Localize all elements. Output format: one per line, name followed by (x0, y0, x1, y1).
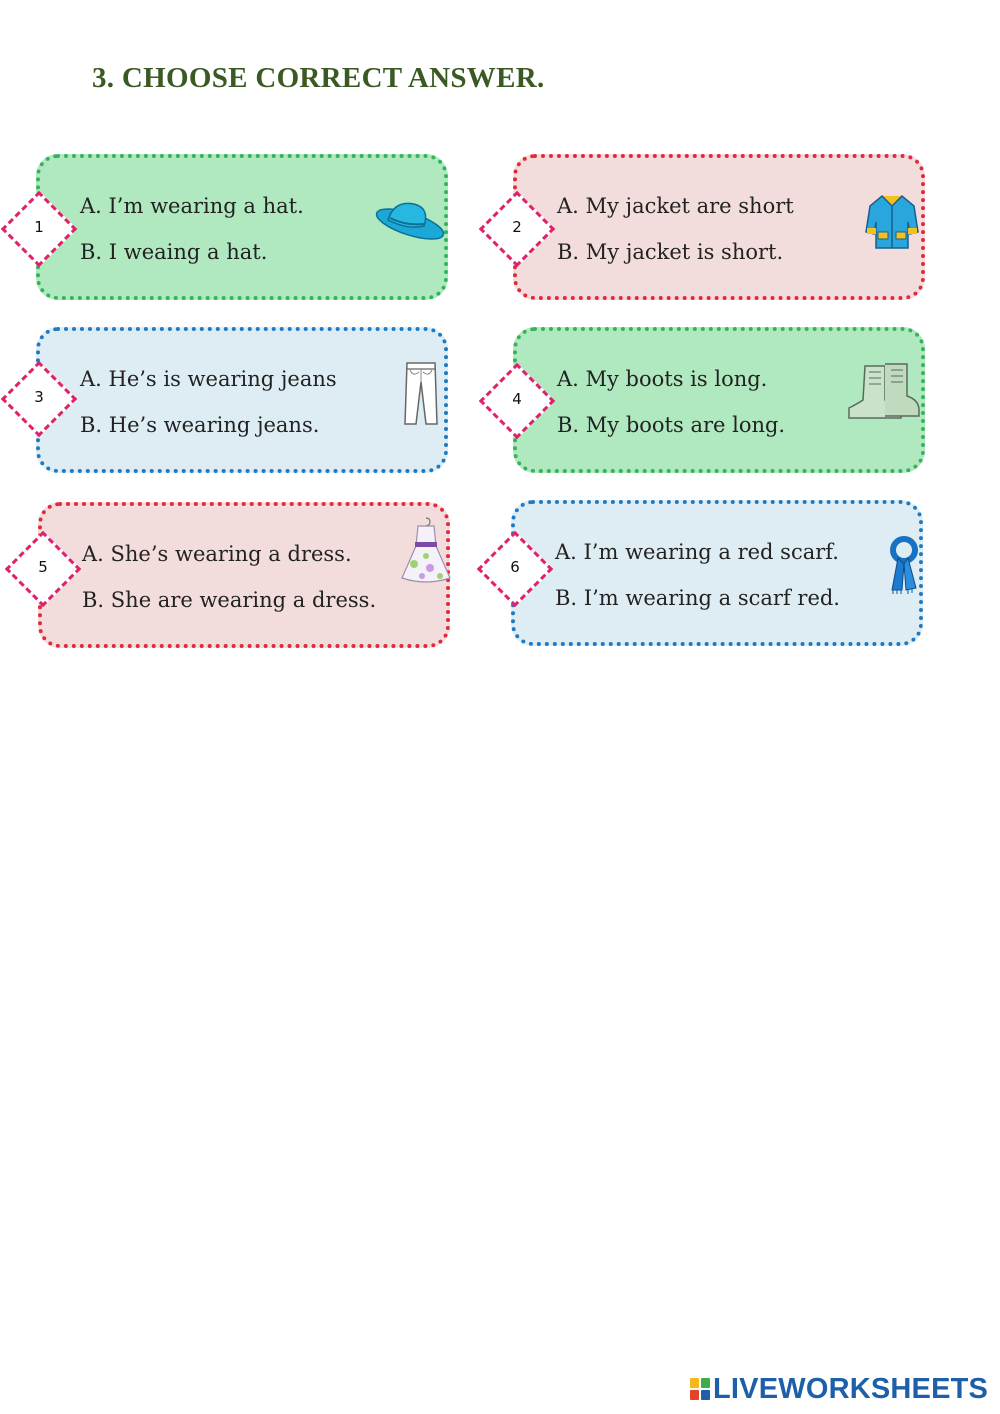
liveworksheets-logo[interactable] (690, 1374, 988, 1404)
option-b[interactable]: B. He’s wearing jeans. (80, 413, 320, 437)
option-b[interactable]: B. I weaing a hat. (80, 240, 268, 264)
brand-name: LIVEWORKSHEETS (713, 1372, 989, 1405)
option-a[interactable]: A. My jacket are short (557, 194, 794, 218)
question-number: 1 (34, 218, 44, 236)
option-a[interactable]: A. I’m wearing a hat. (80, 194, 304, 218)
option-b[interactable]: B. I’m wearing a scarf red. (555, 586, 840, 610)
jacket-icon (864, 192, 920, 252)
page-title: 3. CHOOSE CORRECT ANSWER. (92, 62, 545, 94)
boots-icon (845, 360, 921, 422)
option-b[interactable]: B. She are wearing a dress. (82, 588, 377, 612)
hat-icon (374, 196, 448, 246)
question-number-badge-1 (3, 190, 77, 270)
question-number: 4 (512, 390, 522, 408)
question-number-badge-6 (479, 530, 553, 610)
question-number-badge-3 (3, 360, 77, 440)
question-number-badge-2 (481, 190, 555, 270)
logo-mark-icon (690, 1378, 710, 1400)
question-number: 6 (510, 558, 520, 576)
jeans-icon (400, 360, 442, 428)
scarf-icon (884, 536, 924, 596)
option-a[interactable]: A. My boots is long. (557, 367, 768, 391)
option-a[interactable]: A. I’m wearing a red scarf. (555, 540, 839, 564)
question-number: 2 (512, 218, 522, 236)
question-card-5 (38, 502, 450, 648)
question-card-3 (36, 327, 448, 473)
question-number-badge-5 (7, 530, 81, 610)
question-number-badge-4 (481, 362, 555, 442)
question-number: 5 (38, 558, 48, 576)
option-a[interactable]: A. She’s wearing a dress. (82, 542, 352, 566)
option-b[interactable]: B. My boots are long. (557, 413, 786, 437)
option-a[interactable]: A. He’s is wearing jeans (80, 367, 337, 391)
question-card-6 (511, 500, 923, 646)
dress-icon (400, 516, 452, 586)
option-b[interactable]: B. My jacket is short. (557, 240, 784, 264)
question-number: 3 (34, 388, 44, 406)
